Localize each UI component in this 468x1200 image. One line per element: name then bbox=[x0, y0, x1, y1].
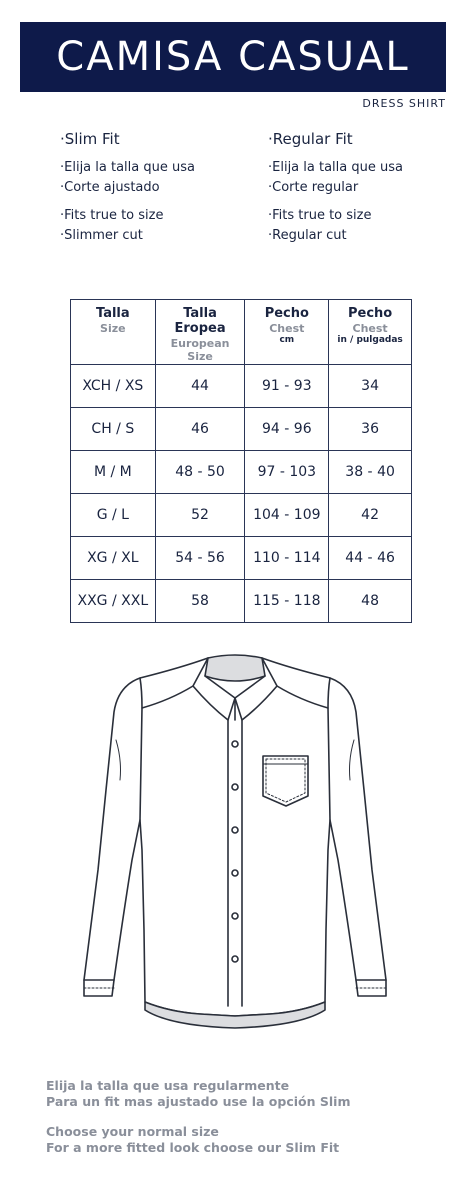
note-line: Choose your normal size bbox=[46, 1124, 219, 1139]
note-line: Elija la talla que usa regularmente bbox=[46, 1078, 290, 1093]
size-table bbox=[70, 299, 412, 623]
table-cell: 104 - 109 bbox=[245, 494, 329, 537]
header-main: Talla Eropea bbox=[174, 306, 226, 336]
table-cell: 58 bbox=[155, 580, 245, 623]
table-row bbox=[71, 494, 412, 537]
size-notes bbox=[46, 1078, 350, 1156]
header-main: Pecho bbox=[347, 306, 393, 321]
table-cell: 42 bbox=[329, 494, 412, 537]
header-sub: Chest bbox=[269, 322, 305, 335]
header-sub: Size bbox=[100, 322, 126, 335]
fit-line: ·Fits true to size bbox=[268, 208, 372, 223]
table-cell: 94 - 96 bbox=[245, 408, 329, 451]
table-cell: XXG / XXL bbox=[71, 580, 156, 623]
header-sub: European Size bbox=[170, 337, 230, 363]
fit-heading: ·Regular Fit bbox=[268, 130, 353, 148]
header-cell bbox=[155, 300, 245, 365]
table-cell: 97 - 103 bbox=[245, 451, 329, 494]
table-cell: 34 bbox=[329, 365, 412, 408]
fit-line: ·Elija la talla que usa bbox=[268, 160, 403, 175]
header-main: Talla bbox=[96, 306, 130, 321]
table-row bbox=[71, 365, 412, 408]
header-cell bbox=[245, 300, 329, 365]
table-cell: 48 - 50 bbox=[155, 451, 245, 494]
table-cell: 110 - 114 bbox=[245, 537, 329, 580]
header-unit: cm bbox=[279, 335, 295, 345]
header-sub: Chest bbox=[352, 322, 388, 335]
table-cell: XCH / XS bbox=[71, 365, 156, 408]
table-cell: 54 - 56 bbox=[155, 537, 245, 580]
page-title: CAMISA CASUAL bbox=[56, 34, 410, 80]
table-cell: 44 - 46 bbox=[329, 537, 412, 580]
table-cell: 115 - 118 bbox=[245, 580, 329, 623]
page-subtitle: DRESS SHIRT bbox=[362, 97, 446, 110]
table-cell: 91 - 93 bbox=[245, 365, 329, 408]
table-cell: 44 bbox=[155, 365, 245, 408]
note-line: For a more fitted look choose our Slim Fit bbox=[46, 1140, 340, 1155]
fit-line: ·Fits true to size bbox=[60, 208, 164, 223]
table-cell: G / L bbox=[71, 494, 156, 537]
table-cell: CH / S bbox=[71, 408, 156, 451]
header-main: Pecho bbox=[264, 306, 309, 321]
fit-heading: ·Slim Fit bbox=[60, 130, 120, 148]
fit-line: ·Slimmer cut bbox=[60, 228, 143, 243]
table-row bbox=[71, 408, 412, 451]
table-cell: 52 bbox=[155, 494, 245, 537]
header-banner bbox=[20, 22, 446, 92]
fit-line: ·Corte ajustado bbox=[60, 180, 160, 195]
table-row bbox=[71, 580, 412, 623]
table-row bbox=[71, 451, 412, 494]
table-row bbox=[71, 537, 412, 580]
header-cell bbox=[329, 300, 412, 365]
size-table-header bbox=[71, 300, 412, 365]
fit-line: ·Corte regular bbox=[268, 180, 359, 195]
fit-line: ·Regular cut bbox=[268, 228, 347, 243]
shirt-illustration-icon bbox=[70, 650, 400, 1040]
note-line: Para un fit mas ajustado use la opción Slim bbox=[46, 1094, 351, 1109]
fit-regular bbox=[268, 130, 468, 246]
table-cell: XG / XL bbox=[71, 537, 156, 580]
table-cell: 38 - 40 bbox=[329, 451, 412, 494]
table-cell: M / M bbox=[71, 451, 156, 494]
table-cell: 48 bbox=[329, 580, 412, 623]
header-unit: in / pulgadas bbox=[337, 335, 403, 345]
header-cell bbox=[71, 300, 156, 365]
table-cell: 36 bbox=[329, 408, 412, 451]
fit-slim bbox=[60, 130, 260, 246]
fit-line: ·Elija la talla que usa bbox=[60, 160, 195, 175]
table-cell: 46 bbox=[155, 408, 245, 451]
